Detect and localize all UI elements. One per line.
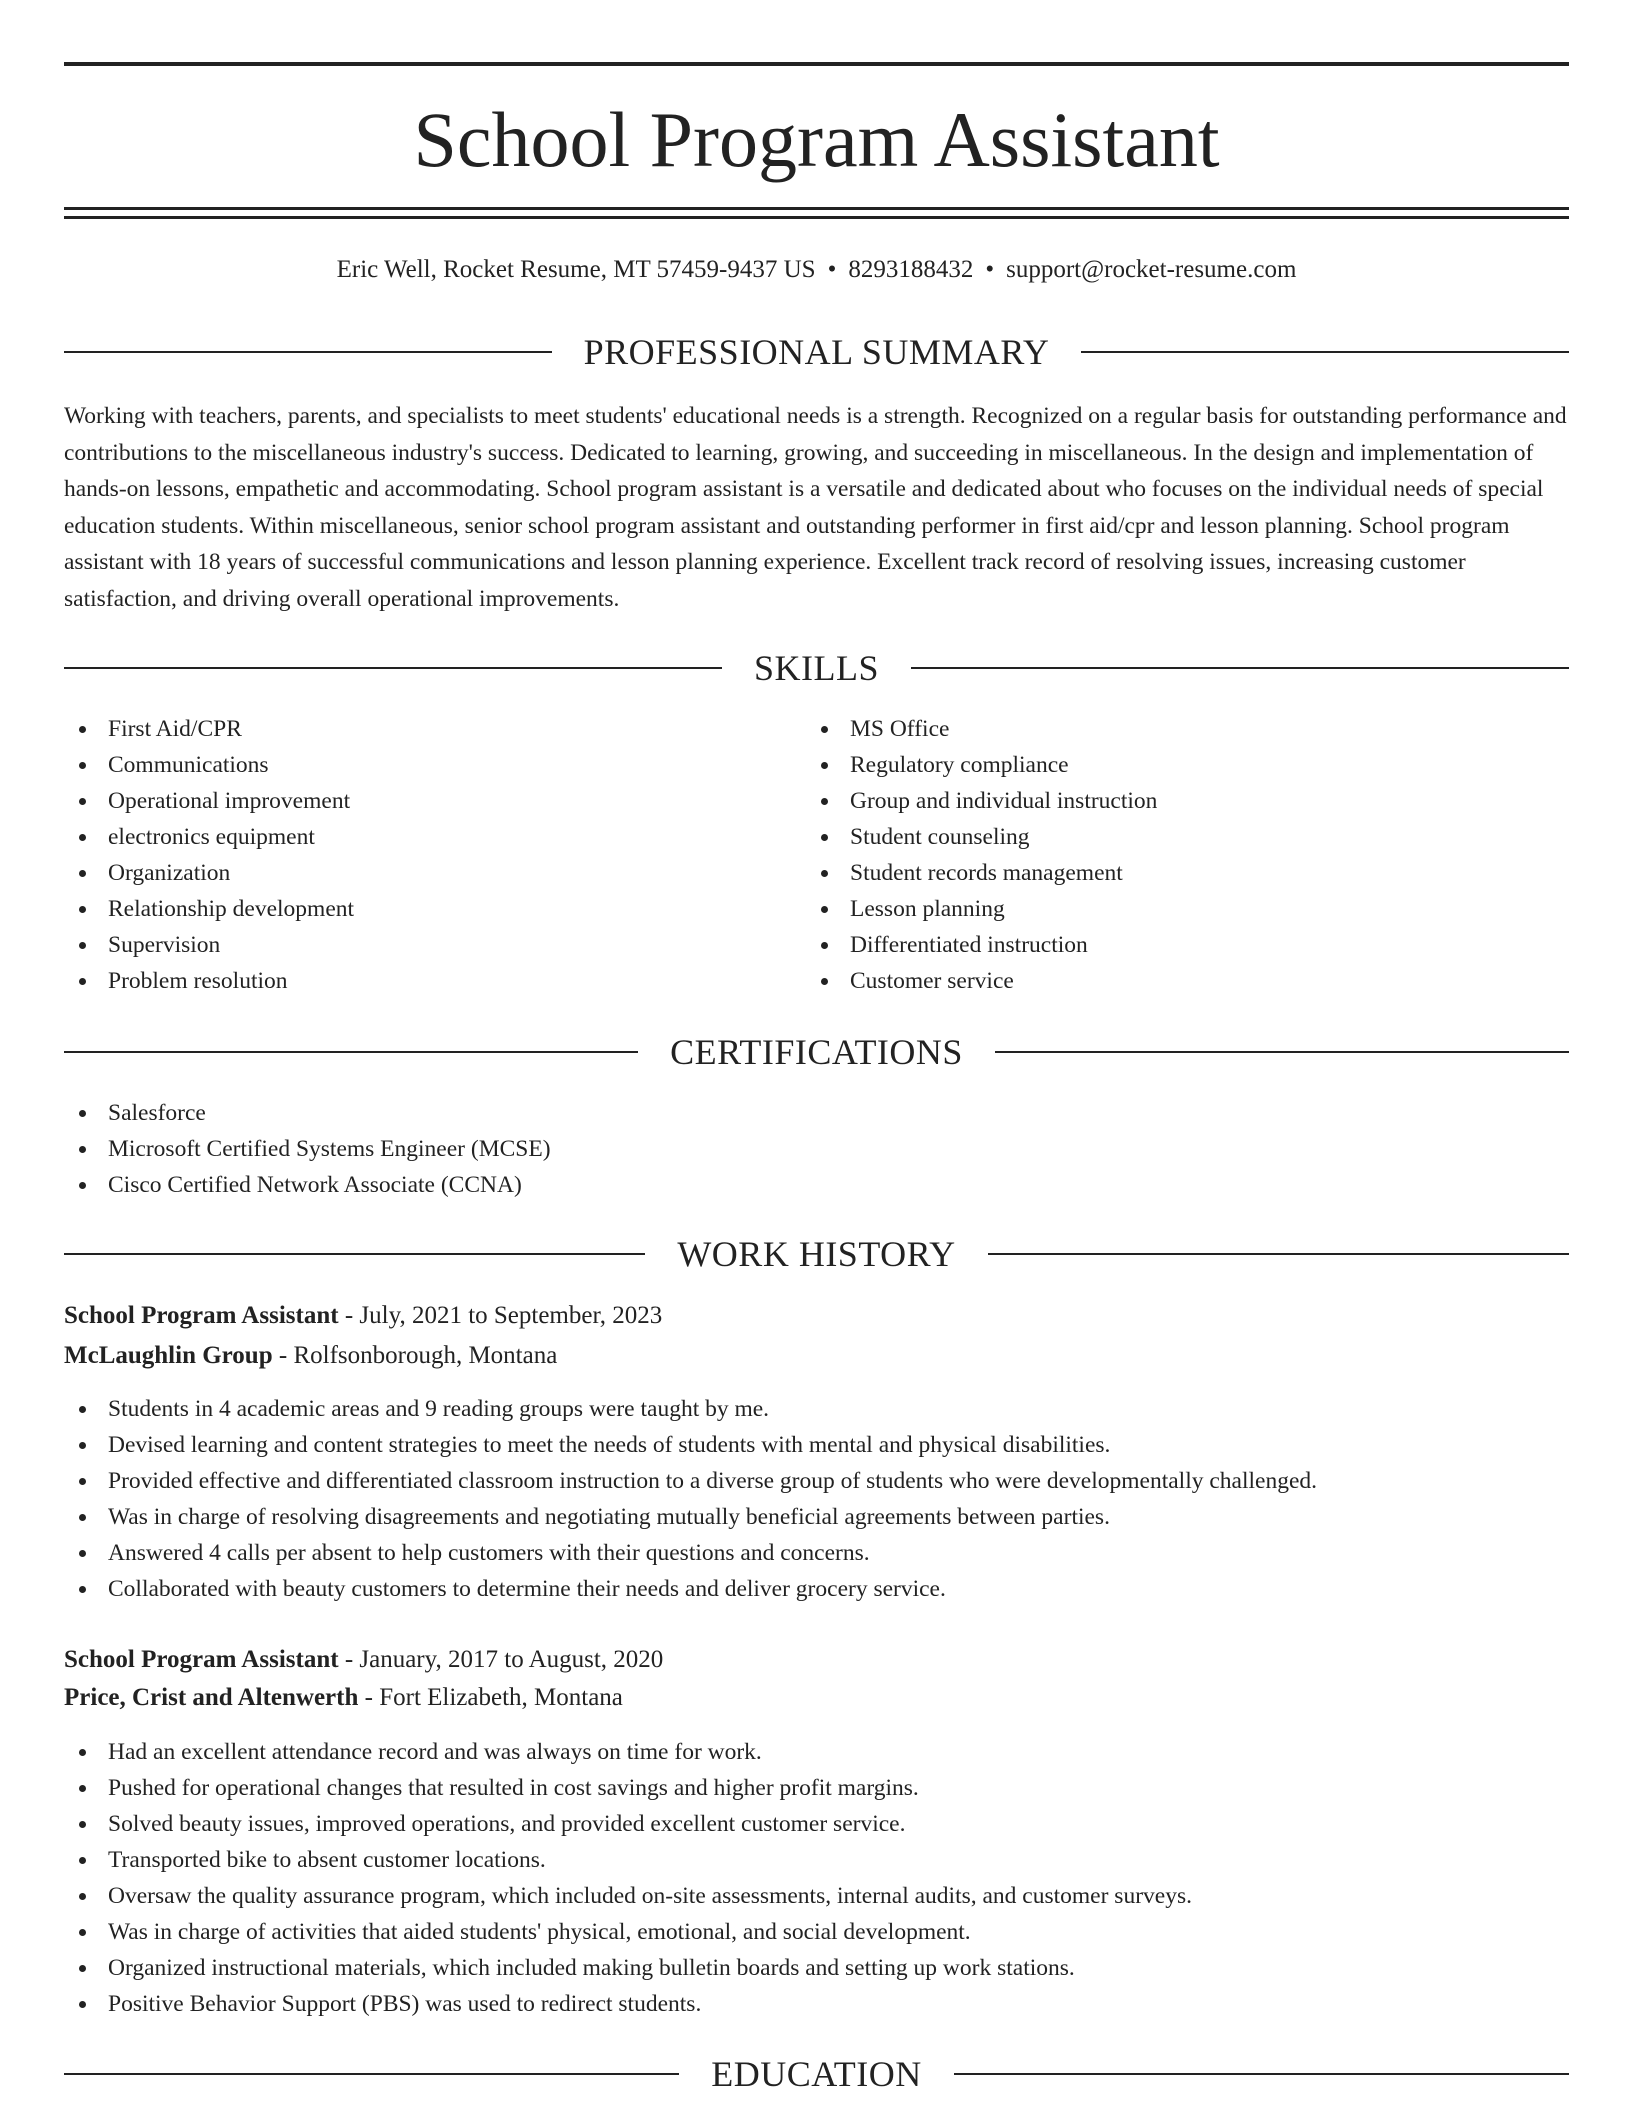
job-bullet: Organized instructional materials, which included making bulletin boards and setting up work stations. — [64, 1950, 1569, 1986]
job-bullet: Answered 4 calls per absent to help customers with their questions and concerns. — [64, 1535, 1569, 1571]
heading-rule — [911, 667, 1569, 669]
summary-text: Working with teachers, parents, and specialists to meet students' educational needs is a strength. Recognized on a regular basis for outstanding performance and contributions to the miscellaneous industry's success. Dedicated to learning, growing, and succeeding in miscellaneous. In the design and implementation of hands-on lessons, empathetic and accommodating. School program assistant is a versatile and dedicated about who focuses on the individual needs of special education students. Within miscellaneous, senior school program assistant and outstanding performer in first aid/cpr and lesson planning. School program assistant with 18 years of successful communications and lesson planning experience. Excellent track record of resolving issues, increasing customer satisfaction, and driving overall operational improvements. — [64, 403, 1567, 612]
skill-item: Relationship development — [64, 891, 764, 927]
section-heading-skills — [64, 646, 1569, 690]
section-title: SKILLS — [754, 648, 880, 688]
skill-item: Differentiated instruction — [806, 927, 1566, 963]
job-company-line — [64, 1680, 1569, 1716]
job-bullets — [64, 1734, 1569, 2022]
title-rule-upper — [64, 207, 1569, 210]
skill-item: Lesson planning — [806, 891, 1566, 927]
section-heading-education — [64, 2052, 1569, 2096]
skills-list-left — [64, 711, 764, 999]
heading-rule — [64, 351, 552, 353]
job-bullet: Students in 4 academic areas and 9 reading groups were taught by me. — [64, 1391, 1569, 1427]
heading-rule — [64, 2073, 679, 2075]
contact-phone: 8293188432 — [848, 256, 974, 283]
job-bullet: Transported bike to absent customer locations. — [64, 1842, 1569, 1878]
section-heading-summary — [64, 330, 1569, 374]
job-bullet: Was in charge of resolving disagreements and negotiating mutually beneficial agreements between parties. — [64, 1499, 1569, 1535]
contact-separator: • — [985, 256, 995, 283]
certifications-list — [64, 1095, 1569, 1203]
contact-separator: • — [827, 256, 837, 283]
job-bullet: Provided effective and differentiated classroom instruction to a diverse group of students who were developmentally challenged. — [64, 1463, 1569, 1499]
job-bullet: Oversaw the quality assurance program, which included on-site assessments, internal audits, and customer surveys. — [64, 1878, 1569, 1914]
section-heading-certifications — [64, 1030, 1569, 1074]
section-title: PROFESSIONAL SUMMARY — [583, 332, 1050, 372]
skill-item: Problem resolution — [64, 963, 764, 999]
skill-item: Communications — [64, 747, 764, 783]
job-company: McLaughlin Group — [64, 1342, 273, 1369]
section-heading-work-history — [64, 1232, 1569, 1276]
job-dates: - July, 2021 to September, 2023 — [338, 1302, 663, 1329]
skill-item: Regulatory compliance — [806, 747, 1566, 783]
section-title: WORK HISTORY — [677, 1234, 956, 1274]
skill-item: First Aid/CPR — [64, 711, 764, 747]
certification-item: Cisco Certified Network Associate (CCNA) — [64, 1167, 1569, 1203]
title-rule-lower — [64, 216, 1569, 219]
heading-rule — [988, 1253, 1569, 1255]
certification-item: Microsoft Certified Systems Engineer (MCSE) — [64, 1131, 1569, 1167]
skill-item: Group and individual instruction — [806, 783, 1566, 819]
job-location: - Fort Elizabeth, Montana — [358, 1684, 623, 1711]
heading-rule — [1081, 351, 1569, 353]
heading-rule — [64, 1051, 638, 1053]
skill-item: Organization — [64, 855, 764, 891]
job-bullet: Pushed for operational changes that resulted in cost savings and higher profit margins. — [64, 1770, 1569, 1806]
section-title: EDUCATION — [711, 2054, 922, 2094]
top-rule — [64, 62, 1569, 66]
skill-item: Student counseling — [806, 819, 1566, 855]
heading-rule — [64, 667, 722, 669]
job-bullet: Positive Behavior Support (PBS) was used to redirect students. — [64, 1986, 1569, 2022]
job-bullet: Collaborated with beauty customers to determine their needs and deliver grocery service. — [64, 1571, 1569, 1607]
skill-item: Supervision — [64, 927, 764, 963]
contact-email: support@rocket-resume.com — [1006, 256, 1297, 283]
job-title-line — [64, 1298, 1569, 1334]
job-bullet: Was in charge of activities that aided students' physical, emotional, and social development. — [64, 1914, 1569, 1950]
job-dates: - January, 2017 to August, 2020 — [338, 1646, 664, 1673]
resume-title: School Program Assistant — [413, 96, 1220, 183]
job-bullets — [64, 1391, 1569, 1607]
job-company-line — [64, 1338, 1569, 1374]
heading-rule — [954, 2073, 1569, 2075]
job-company: Price, Crist and Altenwerth — [64, 1684, 359, 1711]
job-bullet: Devised learning and content strategies to meet the needs of students with mental and physical disabilities. — [64, 1427, 1569, 1463]
job-title-line — [64, 1642, 1569, 1678]
job-title: School Program Assistant — [64, 1646, 339, 1673]
contact-address: Eric Well, Rocket Resume, MT 57459-9437 US — [336, 256, 816, 283]
skills-list-right — [806, 711, 1566, 999]
skill-item: Customer service — [806, 963, 1566, 999]
heading-rule — [64, 1253, 645, 1255]
skill-item: Student records management — [806, 855, 1566, 891]
job-location: - Rolfsonborough, Montana — [272, 1342, 558, 1369]
skill-item: Operational improvement — [64, 783, 764, 819]
job-bullet: Solved beauty issues, improved operations, and provided excellent customer service. — [64, 1806, 1569, 1842]
section-title: CERTIFICATIONS — [670, 1032, 963, 1072]
contact-line — [64, 253, 1569, 287]
certification-item: Salesforce — [64, 1095, 1569, 1131]
job-bullet: Had an excellent attendance record and was always on time for work. — [64, 1734, 1569, 1770]
skill-item: electronics equipment — [64, 819, 764, 855]
heading-rule — [995, 1051, 1569, 1053]
skill-item: MS Office — [806, 711, 1566, 747]
job-title: School Program Assistant — [64, 1302, 339, 1329]
